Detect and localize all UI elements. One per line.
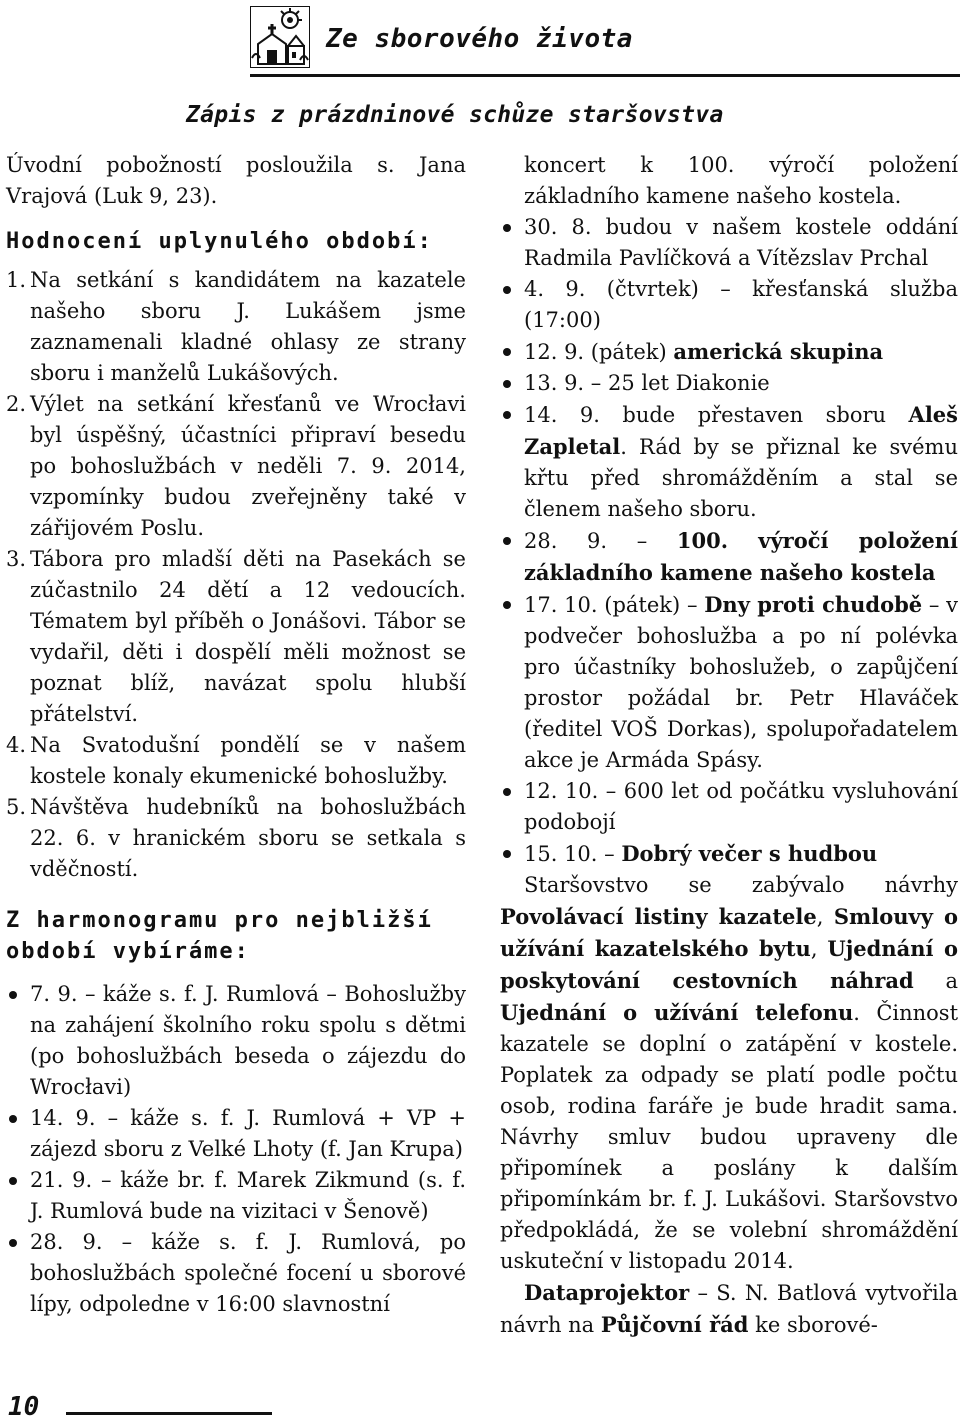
heading-schedule: Z harmonogramu pro nejbližší období vybíráme:: [6, 908, 433, 964]
item-number: 4.: [6, 733, 27, 757]
document-name: Ujednání o užívání telefonu: [500, 1000, 854, 1025]
item-text: Výlet na setkání křesťanů ve Wrocłavi byl úspěšný, účastníci připraví besedu po bohoslužbách v neděli 7. 9. 2014, vzpomínky budou zveřejněny také v zářijovém Poslu.: [30, 392, 466, 540]
schedule-detail: – v podvečer bohoslužba a po ní polévka pro účastníky bohoslužeb, o zapůjčení prostor požádal br. Petr Hlaváček (ředitel VOŠ Dorkas), spolupořadatelem akce je Armáda Spásy.: [524, 593, 959, 772]
schedule-item: [500, 399, 958, 525]
schedule-text: 21. 9. – káže br. f. Marek Zikmund (s. f. J. Rumlová bude na vizitaci v Šenově): [30, 1168, 466, 1223]
schedule-date: 28. 9. –: [524, 529, 677, 553]
schedule-text: [524, 525, 958, 589]
text-run: Staršovstvo se zabývalo návrhy: [524, 873, 958, 897]
header-rule: [250, 74, 960, 77]
footer-rule: [66, 1412, 272, 1415]
church-choir-logo-icon: [250, 6, 310, 68]
schedule-date: 12. 9. (pátek): [524, 340, 674, 364]
bullet-icon: [500, 838, 524, 870]
bullet-icon: [6, 1227, 30, 1320]
item-text: Tábora pro mladší děti na Pasekách se zúčastnilo 24 dětí a 12 vedoucích. Tématem byl příběh o Jonášovi. Tábor se vydařil, děti i dospělí měli možnost se poznat blíž, navázat spolu hlubší přátelství.: [30, 547, 466, 726]
schedule-text: 4. 9. (čtvrtek) – křesťanská služba (17:00): [524, 277, 958, 332]
page-number: 10: [8, 1392, 40, 1422]
schedule-item: [500, 776, 958, 838]
event-name: Dny proti chudobě: [704, 592, 923, 617]
bullet-icon: [500, 399, 524, 525]
bullet-icon: [500, 368, 524, 399]
council-paragraph: [500, 870, 958, 1277]
evaluation-item: [6, 544, 466, 730]
schedule-text: 28. 9. – káže s. f. J. Rumlová, po bohoslužbách společné focení u sborové lípy, odpoledne v 16:00 slavnostní: [30, 1230, 466, 1316]
section-title: Ze sborového života: [326, 24, 633, 54]
event-name: Dobrý večer s hudbou: [621, 841, 878, 866]
text-run: ,: [816, 905, 834, 929]
article-title: Zápis z prázdninové schůze staršovstva: [186, 102, 724, 128]
schedule-item: [6, 1227, 466, 1320]
projector-paragraph: [500, 1277, 958, 1341]
schedule-item: [6, 1103, 466, 1165]
bullet-icon: [500, 212, 524, 274]
bullet-icon: [500, 336, 524, 368]
item-text: Návštěva hudebníků na bohoslužbách 22. 6. v hranickém sboru se setkala s vděčností.: [30, 795, 466, 881]
evaluation-item: [6, 265, 466, 389]
text-run: ,: [810, 937, 828, 961]
event-name: 100. výročí položení základního kamene našeho kostela: [524, 528, 958, 585]
item-number: 1.: [6, 268, 27, 292]
item-number: 5.: [6, 795, 27, 819]
bullet-icon: [6, 979, 30, 1103]
schedule-text: 7. 9. – káže s. f. J. Rumlová – Bohoslužby na zahájení školního roku spolu s dětmi (po bohoslužbách beseda o zájezdu do Wrocłavi): [30, 982, 466, 1099]
item-number: 2.: [6, 392, 27, 416]
schedule-text: [524, 336, 958, 368]
schedule-item: [500, 368, 958, 399]
item-number: 3.: [6, 547, 27, 571]
bullet-icon: [500, 776, 524, 838]
schedule-text: 13. 9. – 25 let Diakonie: [524, 371, 770, 395]
schedule-text: 14. 9. – káže s. f. J. Rumlová + VP + zájezd sboru z Velké Lhoty (f. Jan Krupa): [30, 1106, 466, 1161]
right-column: [500, 150, 958, 1341]
schedule-item: [500, 336, 958, 368]
schedule-text: [524, 589, 958, 776]
document-name: Půjčovní řád: [600, 1312, 749, 1337]
schedule-item: [500, 589, 958, 776]
schedule-item: [6, 979, 466, 1103]
heading-evaluation: Hodnocení uplynulého období:: [6, 229, 433, 254]
schedule-date: 17. 10. (pátek) –: [524, 593, 705, 617]
schedule-text: 12. 10. – 600 let od počátku vysluhování podobojí: [524, 779, 958, 834]
item-text: Na setkání s kandidátem na kazatele našeho sboru J. Lukášem jsme zaznamenali kladné ohlasy ze strany sboru i manželů Lukášových.: [30, 268, 466, 385]
left-column: [6, 150, 466, 1320]
schedule-date: 14. 9. bude přestaven sboru: [524, 403, 909, 427]
schedule-item: [500, 274, 958, 336]
schedule-continuation: koncert k 100. výročí položení základního kamene našeho kostela.: [524, 153, 958, 208]
document-name: Smlouvy o užívání kazatelského bytu: [500, 904, 958, 961]
schedule-text: [524, 399, 958, 525]
bullet-icon: [500, 589, 524, 776]
bullet-icon: [6, 1103, 30, 1165]
text-run: – S. N. Batlová vytvořila návrh na: [500, 1281, 958, 1337]
schedule-text: 30. 8. budou v našem kostele oddání Radmila Pavlíčková a Vítězslav Prchal: [524, 215, 958, 270]
person-name: Aleš Zapletal: [524, 402, 958, 459]
schedule-item: [6, 1165, 466, 1227]
text-run: . Činnost kazatele se doplní o zatápění v kostele. Poplatek za odpady se platí podle počtu osob, rodina faráře je bude hradit sama. Návrhy smluv budou upraveny dle připomínek a poslány k dalším připomínkám br. f. J. Lukášovi. Staršovstvo předpokládá, že se volební shromáždění uskuteční v listopadu 2014.: [500, 1001, 959, 1273]
intro-paragraph: Úvodní pobožností posloužila s. Jana Vrajová (Luk 9, 23).: [6, 153, 466, 208]
text-run: ke sborové-: [748, 1313, 878, 1337]
bullet-icon: [6, 1165, 30, 1227]
schedule-item: [500, 525, 958, 589]
evaluation-item: [6, 389, 466, 544]
bullet-icon: [500, 274, 524, 336]
schedule-date: 15. 10. –: [524, 842, 622, 866]
topic-name: Dataprojektor: [524, 1280, 690, 1305]
event-name: americká skupina: [673, 339, 884, 364]
schedule-detail: . Rád by se přiznal ke svému křtu před shromážděním a stal se členem našeho sboru.: [524, 435, 958, 521]
bullet-icon: [500, 525, 524, 589]
evaluation-item: [6, 792, 466, 885]
document-name: Ujednání o poskytování cestovních náhrad: [500, 936, 958, 993]
evaluation-item: [6, 730, 466, 792]
document-name: Povolávací listiny kazatele: [500, 904, 817, 929]
schedule-text: [524, 838, 958, 870]
item-text: Na Svatodušní pondělí se v našem kostele konaly ekumenické bohoslužby.: [30, 733, 466, 788]
schedule-item: [500, 212, 958, 274]
text-run: a: [913, 969, 958, 993]
schedule-item: [500, 838, 958, 870]
